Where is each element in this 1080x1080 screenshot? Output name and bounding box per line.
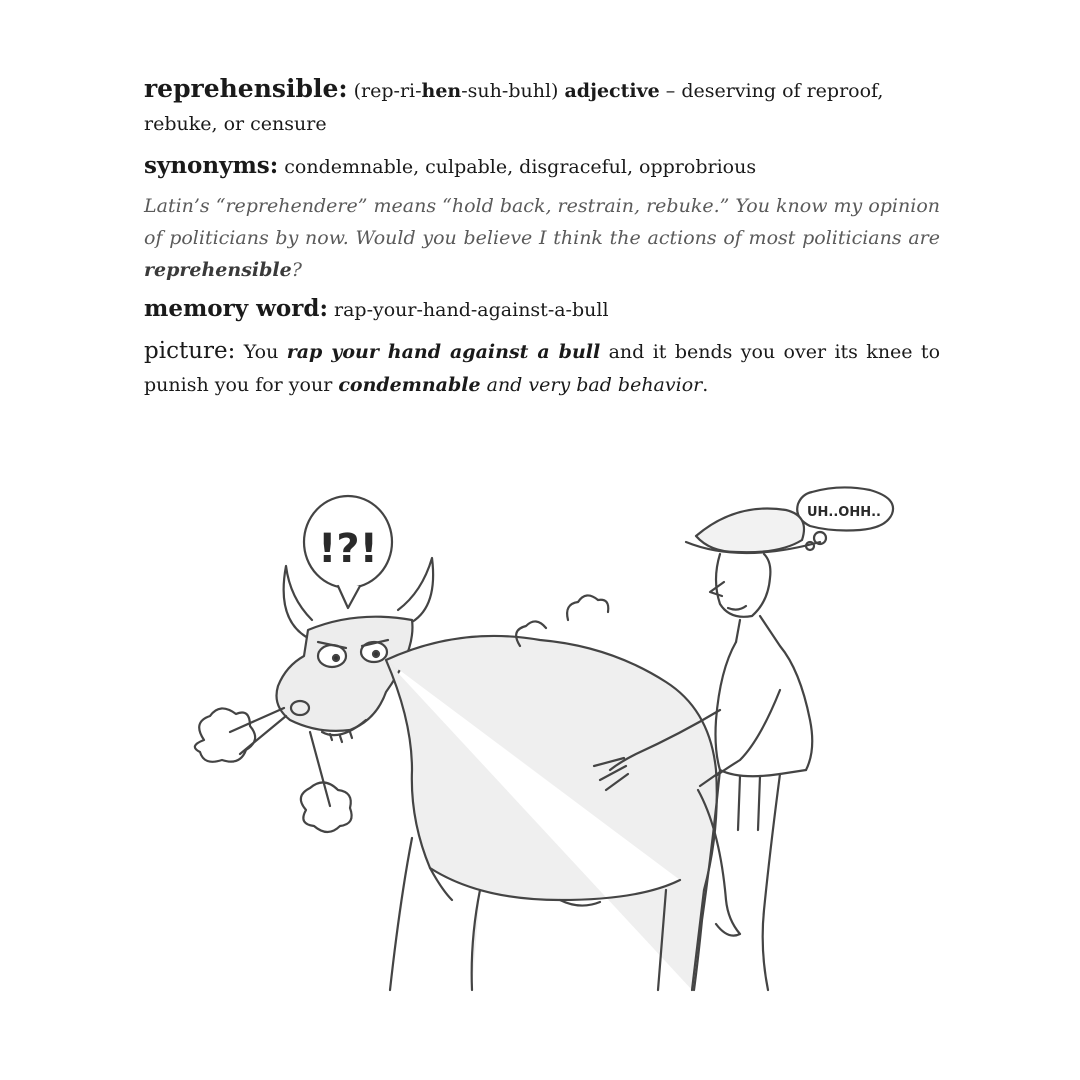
definition: – deserving of reproof, rebuke, or censure	[144, 80, 884, 135]
picture-emphasis2: condemnable	[338, 374, 481, 396]
memory-word-line	[144, 292, 940, 327]
note-end: ?	[291, 259, 302, 281]
picture-part2: and it bends you over its knee to punish you for your	[144, 341, 941, 396]
picture-label: picture:	[144, 338, 236, 364]
pronunciation-close: -suh-buhl)	[461, 80, 565, 102]
definition-line	[144, 72, 940, 141]
picture-end: .	[702, 374, 709, 396]
synonyms-label: synonyms:	[144, 152, 279, 179]
picture-part3: and very bad behavior	[480, 374, 703, 396]
picture-emphasis1: rap your hand against a bull	[286, 341, 601, 363]
pronunciation-stress: hen	[421, 80, 462, 102]
farmer-bubble-text: UH..OHH..	[806, 505, 882, 520]
bull-and-farmer-drawing	[180, 470, 900, 1010]
picture-line	[144, 335, 940, 402]
synonyms-line	[144, 149, 940, 184]
memory-word-label: memory word:	[144, 295, 328, 322]
part-of-speech: adjective	[564, 80, 660, 102]
bull-bubble-text: !?!	[318, 526, 378, 572]
pronunciation-open: (rep-ri-	[347, 80, 422, 102]
bull-body	[386, 636, 717, 990]
bull-left-horn	[284, 566, 312, 638]
memory-word-text: rap-your-hand-against-a-bull	[327, 299, 609, 321]
synonyms-text: condemnable, culpable, disgraceful, opprobrious	[278, 156, 757, 178]
bull-right-horn	[398, 558, 433, 622]
picture-part1: You	[235, 341, 287, 363]
entry-text-block	[144, 72, 940, 402]
note-text: Latin’s “reprehendere” means “hold back, restrain, rebuke.” You know my opinion of politicians by now. Would you believe I think the actions of most politicians are	[144, 195, 940, 249]
farmer-hat	[696, 508, 804, 552]
etymology-note	[144, 190, 940, 286]
headword: reprehensible:	[144, 74, 348, 103]
bull-illustration	[180, 470, 900, 1010]
note-emphasis: reprehensible	[144, 259, 292, 281]
